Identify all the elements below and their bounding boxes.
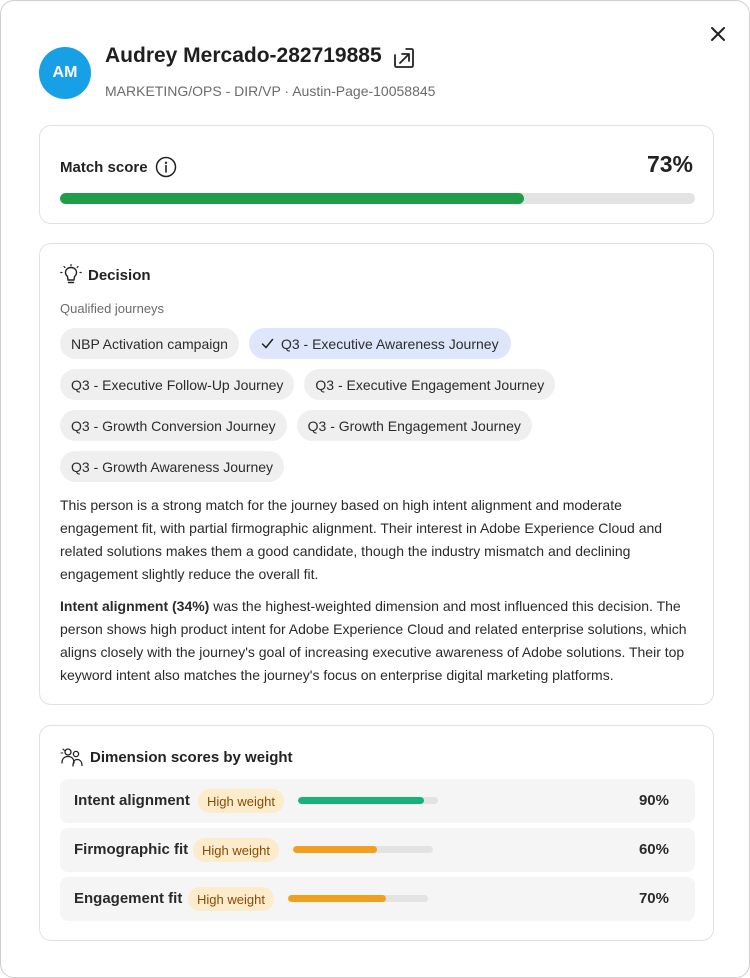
decision-detail-highlight: Intent alignment (34%) (60, 598, 210, 614)
dimension-scores-header (60, 746, 293, 768)
dimension-score-bar-fill (288, 895, 386, 902)
dimension-score-value: 70% (638, 890, 669, 907)
dimension-score-bar-fill (293, 846, 377, 853)
match-score-value: 73% (646, 151, 693, 177)
weight-badge: High weight (198, 789, 284, 813)
decision-detail-text: was the highest-weighted dimension and most influenced this decision. The person shows high product intent for Adobe Experience Cloud and related enterprise solutions, which aligns closely with the journey's goal of increasing executive awareness of Adobe solutions. Their top keyword intent also matches the journey's focus on enterprise digital marketing platforms. (60, 598, 687, 683)
open-profile-button[interactable] (392, 46, 416, 70)
dimension-name: Intent alignment (74, 792, 190, 809)
close-icon (711, 27, 725, 41)
dimension-score-value: 60% (638, 841, 669, 858)
decision-summary: This person is a strong match for the journey based on high intent alignment and moderate engagement fit, with partial firmographic alignment. Their interest in Adobe Experience Cloud and related solutions makes them a good candidate, though the industry mismatch and declining engagement slightly reduce the overall fit. (60, 497, 663, 582)
dimension-scores-card (39, 725, 714, 941)
dimension-score-bar (288, 895, 428, 902)
dimension-row (60, 828, 695, 872)
match-score-bar (60, 193, 695, 204)
match-score-card (39, 125, 714, 224)
match-score-label: Match score (60, 158, 148, 176)
dimension-score-bar (298, 797, 438, 804)
lightbulb-icon (60, 264, 82, 286)
journey-chip[interactable] (60, 369, 294, 400)
dimension-score-bar-fill (298, 797, 424, 804)
journey-chip-label: Q3 - Executive Engagement Journey (315, 376, 545, 393)
journey-chip[interactable] (60, 410, 287, 441)
qualified-journeys-list (60, 328, 700, 482)
people-icon (60, 746, 84, 768)
dimension-name: Firmographic fit (74, 841, 189, 858)
match-score-bar-fill (60, 193, 524, 204)
journey-chip-label: Q3 - Growth Awareness Journey (71, 458, 274, 475)
journey-chip-selected[interactable] (249, 328, 511, 359)
decision-title: Decision (88, 266, 151, 284)
journey-chip[interactable] (60, 451, 284, 482)
open-external-icon (392, 46, 416, 70)
info-icon[interactable] (155, 156, 177, 178)
journey-chip-label: NBP Activation campaign (71, 335, 228, 352)
journey-chip-label: Q3 - Growth Conversion Journey (71, 417, 276, 434)
journey-chip[interactable] (60, 328, 239, 359)
dimension-row (60, 877, 695, 921)
dimension-row (60, 779, 695, 823)
journey-chip[interactable] (304, 369, 555, 400)
journey-chip[interactable] (297, 410, 532, 441)
decision-header (60, 264, 151, 286)
person-name: Audrey Mercado-282719885 (105, 44, 382, 67)
qualified-journeys-label: Qualified journeys (60, 301, 165, 316)
dimension-scores-title: Dimension scores by weight (90, 748, 293, 766)
dimension-score-bar (293, 846, 433, 853)
close-button[interactable] (707, 23, 729, 45)
avatar-initials: AM (52, 64, 78, 81)
journey-chip-label: Q3 - Executive Awareness Journey (280, 335, 499, 352)
avatar (39, 47, 91, 99)
match-score-label-group (60, 156, 177, 178)
decision-detail (60, 595, 700, 687)
weight-badge: High weight (188, 887, 274, 911)
dimension-name: Engagement fit (74, 890, 183, 907)
decision-card (39, 243, 714, 705)
dimension-score-value: 90% (638, 792, 669, 809)
journey-chip-label: Q3 - Executive Follow-Up Journey (71, 376, 284, 393)
checkmark-icon (261, 337, 274, 350)
weight-badge: High weight (193, 838, 279, 862)
journey-chip-label: Q3 - Growth Engagement Journey (307, 417, 521, 434)
person-meta: MARKETING/OPS - DIR/VP · Austin-Page-10058845 (105, 83, 436, 99)
